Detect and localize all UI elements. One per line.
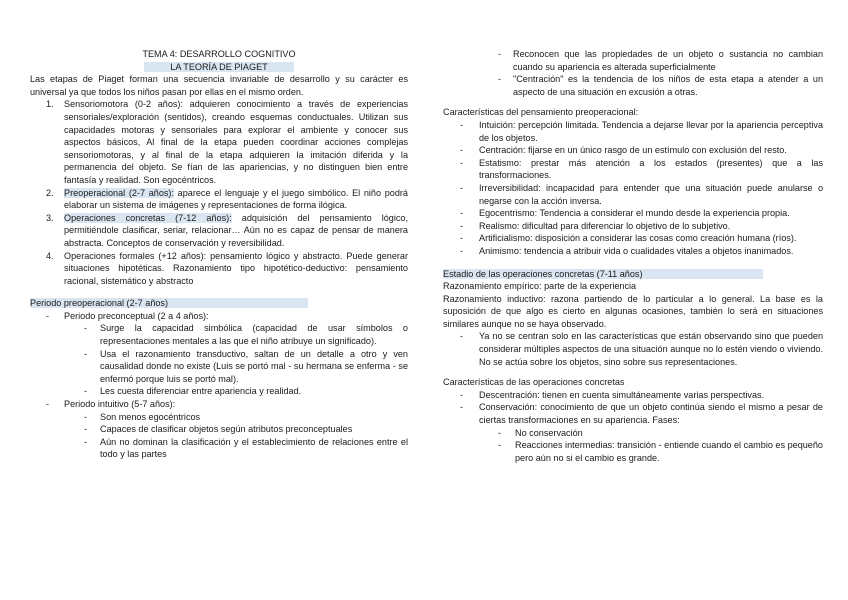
list-item: - No conservación	[498, 427, 583, 438]
list-item-text: Artificialismo: disposición a considerar las cosas como creación humana (ríos).	[479, 233, 797, 244]
concrete-heading	[443, 268, 823, 281]
list-item-text: "Centración" es la tendencia de los niños de esta etapa a atender a un aspecto de una situación en excusión a otras.	[513, 74, 823, 97]
stage-number: 2.	[46, 187, 54, 198]
left-column	[30, 48, 408, 461]
title-line-2	[30, 61, 408, 74]
list-item-text: Capaces de clasificar objetos según atributos preconceptuales	[100, 424, 353, 435]
stage-number: 1.	[46, 99, 54, 110]
list-item: - Estatismo: prestar más atención a los estados (presentes) que a las transformaciones.	[460, 157, 823, 181]
list-item-text: Realismo: dificultad para diferenciar lo objetivo de lo subjetivo.	[479, 220, 731, 231]
list-item: - Realismo: dificultad para diferenciar lo objetivo de lo subjetivo.	[460, 220, 731, 231]
list-item-text: Centración: fijarse en un único rasgo de un estímulo con exclusión del resto.	[479, 145, 787, 156]
list-item-text: Les cuesta diferenciar entre apariencia y realidad.	[100, 386, 302, 397]
list-item: - Ya no se centran solo en las características que están observando sino que pueden considerar múltiples aspectos de una situación aunque no lo estén viendo o viviendo. No se actúa sobre los objetos, sino sobre sus representaciones.	[460, 331, 823, 367]
list-item-text: Conservación: conocimiento de que un objeto continúa siendo el mismo a pesar de ciertas transformaciones en su apariencia. Fases:	[479, 402, 823, 426]
list-item: - Surge la capacidad simbólica (capacidad de usar símbolos o representaciones mentales a las que el niño atribuye un significado).	[84, 323, 408, 347]
sub-heading: Periodo preconceptual (2 a 4 años):	[64, 310, 209, 321]
list-item: - Capaces de clasificar objetos según atributos preconceptuales	[84, 424, 353, 435]
list-item: - Reacciones intermedias: transición - entiende cuando el cambio es pequeño pero aún no si el cambio es grande.	[498, 440, 823, 463]
list-item-text: Surge la capacidad simbólica (capacidad de usar símbolos o representaciones mentales a las que el niño atribuye un significado).	[100, 323, 408, 347]
list-item: - Les cuesta diferenciar entre apariencia y realidad.	[84, 386, 302, 397]
list-item-text: Egocentrismo: Tendencia a considerar el mundo desde la experiencia propia.	[479, 208, 790, 219]
section-heading: Estadio de las operaciones concretas (7-11 años)	[443, 269, 763, 279]
preop-heading	[30, 297, 408, 310]
list-item-text: Irreversibilidad: incapacidad para entender que una situación puede anularse o negarse con la acción inversa.	[479, 182, 823, 206]
list-item: - Animismo: tendencia a atribuir vida o cualidades vitales a objetos inanimados.	[460, 245, 794, 256]
list-item-text: Aún no dominan la clasificación y el establecimiento de relaciones entre el todo y las partes	[100, 436, 408, 460]
list-item: - Usa el razonamiento transductivo, saltan de un detalle a otro y ven causalidad donde no existe (Luis se portó mal - su hermana se enferma - se enfermó porque luis se portó mal).	[84, 348, 408, 384]
list-item-text: No conservación	[515, 427, 583, 438]
intro-paragraph: Las etapas de Piaget forman una secuencia invariable de desarrollo y su carácter es universal ya que todos los niños pasan por ellas en el mismo orden.	[30, 74, 408, 97]
list-item-text: Usa el razonamiento transductivo, saltan de un detalle a otro y ven causalidad donde no existe (Luis se portó mal - su hermana se enferma - se enfermó porque luis se portó mal).	[100, 348, 408, 384]
sub-heading: Periodo intuitivo (5-7 años):	[64, 399, 176, 410]
list-item: - Intuición: percepción limitada. Tendencia a dejarse llevar por la apariencia perceptiva de los objetos.	[460, 119, 823, 143]
stage-number: 4.	[46, 250, 54, 261]
list-item-text: Reacciones intermedias: transición - entiende cuando el cambio es pequeño pero aún no si el cambio es grande.	[515, 440, 823, 463]
stages-list	[30, 98, 408, 287]
list-item: - Egocentrismo: Tendencia a considerar el mundo desde la experiencia propia.	[460, 208, 790, 219]
list-item-text: Estatismo: prestar más atención a los estados (presentes) que a las transformaciones.	[479, 157, 823, 181]
list-item-text: Animismo: tendencia a atribuir vida o cualidades vitales a objetos inanimados.	[479, 245, 794, 256]
list-item-text: Intuición: percepción limitada. Tendencia a dejarse llevar por la apariencia perceptiva de los objetos.	[479, 119, 823, 143]
list-item: - Descentración: tienen en cuenta simultáneamente varias perspectivas.	[460, 389, 765, 400]
list-item-text: Reconocen que las propiedades de un objeto o sustancia no cambian cuando su apariencia es alterada superficialmente	[513, 49, 823, 72]
list-item: - Artificialismo: disposición a considerar las cosas como creación humana (ríos).	[460, 233, 797, 244]
list-item-text: Ya no se centran solo en las características que están observando sino que pueden considerar múltiples aspectos de una situación aunque no lo estén viendo o viviendo. No se actúa sobre los objetos, sino sobre sus representaciones.	[479, 331, 823, 367]
char-heading: Características del pensamiento preoperacional:	[443, 107, 639, 118]
list-item: - "Centración" es la tendencia de los niños de esta etapa a atender a un aspecto de una situación en excusión a otras.	[498, 74, 823, 97]
list-item: - Centración: fijarse en un único rasgo de un estímulo con exclusión del resto.	[460, 145, 787, 156]
stage-text: Sensoriomotora (0-2 años): adquieren conocimiento a través de experiencias sensoriales/exploración (sentidos), creando esquemas conductuales. Utilizan sus capacidades motoras y sensoriales para explorar el ambiente y conocer sus aspectos básicos, Al final de la etapa pueden coordinar acciones complejas sensoriomotoras, y al final de la etapa adquieren la imitación diferida y la permanencia del objeto. Se fían de las apariencias, y no distinguen bien entre fantasía y realidad. Son egocéntricos.	[64, 99, 408, 185]
intuitive-label: - Periodo intuitivo (5-7 años):	[46, 399, 176, 410]
concrete-char-heading: Características de las operaciones concretas	[443, 377, 625, 388]
stage-text: aparece el lenguaje y el juego simbólico. El niño podrá elaborar un sistema de imágenes y representaciones de forma ilógica.	[64, 187, 408, 211]
list-item: - Conservación: conocimiento de que un objeto continúa siendo el mismo a pesar de ciertas transformaciones en su apariencia. Fases:	[460, 402, 823, 426]
stage-text: adquisición del pensamiento lógico, permitiéndole clasificar, seriar, relacionar… Aún no es capaz de pensar de manera abstracta. Conceptos de conservación y reversibilidad.	[64, 212, 408, 248]
list-item: - Irreversibilidad: incapacidad para entender que una situación puede anularse o negarse con la acción inversa.	[460, 182, 823, 206]
inductive-paragraph: Razonamiento inductivo: razona partiendo de lo particular a lo general. La base es la suposición de que algo es cierto en algunas ocasiones, también lo será en situaciones similares aunque no se haya observado.	[443, 293, 823, 329]
list-item: - Aún no dominan la clasificación y el establecimiento de relaciones entre el todo y las partes	[84, 436, 408, 460]
list-item: - Son menos egocéntricos	[84, 411, 201, 422]
stage-number: 3.	[46, 212, 54, 223]
empirical-line: Razonamiento empírico: parte de la experiencia	[443, 281, 637, 292]
list-item-text: Descentración: tienen en cuenta simultáneamente varias perspectivas.	[479, 389, 765, 400]
preconceptual-label: - Periodo preconceptual (2 a 4 años):	[46, 310, 209, 321]
stage-item	[30, 187, 408, 212]
list-item: - Reconocen que las propiedades de un objeto o sustancia no cambian cuando su apariencia es alterada superficialmente	[498, 49, 823, 72]
title-line-1: TEMA 4: DESARROLLO COGNITIVO	[142, 49, 296, 59]
list-item-text: Son menos egocéntricos	[100, 411, 201, 422]
right-column	[443, 48, 823, 464]
stage-text: Operaciones formales (+12 años): pensamiento lógico y abstracto. Puede generar situaciones hipotéticas. Razonamiento tipo hipotético-deductivo: pensamiento racional, sistemático y abstracto	[64, 250, 408, 286]
stage-highlight: Preoperacional (2-7 años):	[64, 187, 174, 198]
page-title: LA TEORÍA DE PIAGET	[144, 62, 293, 72]
stage-item	[30, 212, 408, 250]
stage-highlight: Operaciones concretas (7-12 años):	[64, 212, 232, 223]
section-heading: Periodo preoperacional (2-7 años)	[30, 298, 308, 308]
stage-item	[30, 98, 408, 186]
stage-item	[30, 250, 408, 288]
